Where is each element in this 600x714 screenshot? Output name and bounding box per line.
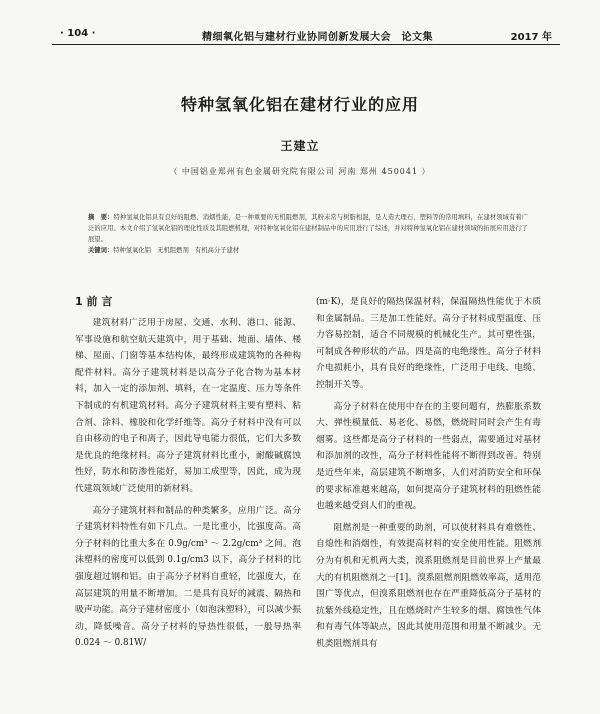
page-number: · 104 · [60,28,96,39]
abstract-block [88,212,528,256]
right-column [316,294,541,652]
section-heading-introduction: 1 前 言 [75,295,113,308]
running-header [52,28,560,42]
paragraph: 建筑材料广泛用于房屋、交通、水利、港口、能源、军事设施和航空航天建筑中，用于基础、地面、墙体、楼梯、屋面、门窗等基本结构体，最终形成建筑物的各种构配件材料。高分子建筑材料是以高分子化合物为基本材料，加入一定的添加剂、填料，在一定温度、压力等条件下制成的有机建筑材料。高分子建筑材料主要有塑料、粘合剂、涂料、橡胶和化学纤维等。高分子材料中没有可以自由移动的电子和离子，因此导电能力很低，它们大多数是优良的绝缘材料。高分子建筑材料比重小，耐酸碱腐蚀性好，防水和防渗性能好，易加工成型等，因此，成为现代建筑领域广泛使用的新材料。 [75,318,301,494]
paragraph: (m·K)，是良好的隔热保温材料，保温隔热性能优于木质和金属制品。三是加工性能好。高分子材料成型温度、压力容易控制，适合不同规模的机械化生产。其可塑性强，可制成各种形状的产品。四是高的电绝缘性。高分子材料介电损耗小，具有良好的绝缘性，广泛用于电线、电缆、控制开关等。 [316,297,541,390]
keywords-label: 关键词： [88,247,114,254]
paragraph: 高分子材料在使用中存在的主要问题有，热膨胀系数大、弹性模量低、易老化、易燃，燃烧时同时会产生有毒烟雾。这些都是高分子材料的一些弱点，需要通过对基材和添加剂的改性，高分子材料性能将不断得到改善。特别是近些年来，高层建筑不断增多，人们对消防安全和环保的要求标准越来越高，如何提高分子建筑材料的阻燃性能也越来越受到人们的重视。 [316,401,541,512]
header-rule [52,44,560,45]
keywords-text: 特种氢氧化铝 无机阻燃剂 有机高分子建材 [113,247,240,254]
article-title: 特种氢氧化铝在建材行业的应用 [180,95,419,114]
paragraph: 阻燃剂是一种重要的助剂，可以使材料具有难燃性、自熄性和消烟性，有效提高材料的安全使用性能。阻燃剂分为有机和无机两大类，溴系阻燃剂是目前世界上产量最大的有机阻燃剂之一[1]。溴系阻燃剂阻燃效率高，适用范围广等优点，但溴系阻燃剂也存在严重降低高分子基材的抗紫外线稳定性，且在燃烧时产生较多的烟、腐蚀性气体和有毒气体等缺点，因此其使用范围和用量不断减少。无机类阻燃剂具有 [316,522,541,649]
conference-title: 精细氧化铝与建材行业协同创新发展大会 论文集 [202,32,433,43]
paragraph: 高分子建筑材料和制品的种类繁多，应用广泛。高分子建筑材料特性有如下几点。一是比重小，比强度高。高分子材料的比重大多在 0.9g/cm³ ～ 2.2g/cm³ 之间。泡沫塑料的密度可以低到 0.1g/cm3 以下，高分子材料的比强度超过钢和铝。由于高分子材料自重轻，比强度大，在高层建筑的用量不断增加。二是具有良好的减震、隔热和吸声功能。高分子建材密度小（如泡沫塑料），可以减少振动，降低噪音。高分子材料的导热性很低，一般导热率 0.024 ～ 0.81W/ [75,505,301,649]
left-column [75,294,301,652]
author-affiliation: （ 中国铝业郑州有色金属研究院有限公司 河南 郑州 450041 ） [169,167,431,176]
abstract-label: 摘 要： [88,214,114,221]
header-year: 2017 年 [510,32,552,43]
abstract-text: 特种氢氧化铝具有良好的阻燃、消烟性能，是一种重要的无机阻燃剂，其粉末常与树脂相混，是人造大理石、塑料等的常用填料，在建材领域有着广泛的应用。本文介绍了氢氧化铝的理化性质及其阻燃机理，对特种氢氧化铝在建材制品中的应用进行了综述，并对特种氢氧化铝在建材领域的拓展应用进行了展望。 [88,214,529,243]
article-author: 王建立 [280,139,320,153]
